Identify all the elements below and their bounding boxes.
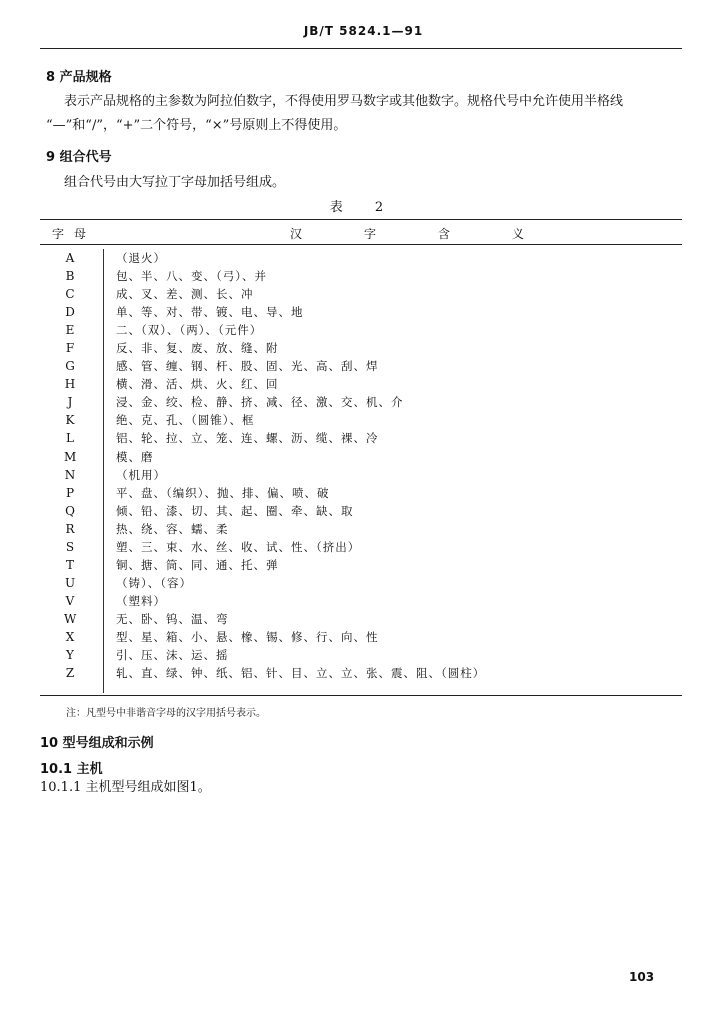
table-row <box>40 646 682 664</box>
row-letter: P <box>65 485 75 500</box>
table-body <box>40 249 682 682</box>
table-row <box>40 267 682 285</box>
table-row <box>40 574 682 592</box>
row-meaning: 单、等、对、带、镀、电、导、地 <box>116 305 304 320</box>
table-row <box>40 664 682 682</box>
header-rule <box>40 48 682 49</box>
row-meaning: 二、（双）、（两）、（元件） <box>116 323 263 338</box>
table-row <box>40 520 682 538</box>
section-10-heading: 10 型号组成和示例 <box>40 736 154 751</box>
row-letter: Z <box>65 666 75 681</box>
row-letter: U <box>64 575 76 590</box>
row-letter: F <box>65 341 75 356</box>
table-top-rule <box>40 219 682 220</box>
table-row <box>40 321 682 339</box>
table-row <box>40 538 682 556</box>
row-meaning: 浸、金、绞、检、静、挤、减、径、激、交、机、介 <box>116 395 404 410</box>
row-meaning: 倾、铅、漆、切、其、起、圈、牵、缺、取 <box>116 503 354 518</box>
row-meaning: 铜、搪、筒、同、通、托、弹 <box>116 557 279 572</box>
table-header-rule <box>40 244 682 245</box>
row-meaning: （塑料） <box>116 593 166 608</box>
row-letter: T <box>65 557 74 572</box>
row-meaning: 轧、直、绿、钟、纸、铝、针、目、立、立、张、震、阻、（圆柱） <box>116 666 486 681</box>
section-9-text: 组合代号由大写拉丁字母加括号组成。 <box>64 175 286 190</box>
table-row <box>40 628 682 646</box>
table-row <box>40 411 682 429</box>
section-8-text-line2: “—”和“/”，“+”二个符号，“×”号原则上不得使用。 <box>46 118 347 133</box>
table-row <box>40 357 682 375</box>
row-meaning: 塑、三、束、水、丝、收、试、性、（挤出） <box>116 539 361 554</box>
row-meaning: 热、绕、容、蠕、柔 <box>116 521 229 536</box>
row-letter: B <box>65 269 75 284</box>
section-8-text-line1: 表示产品规格的主参数为阿拉伯数字，不得使用罗马数字或其他数字。规格代号中允许使用半格线 <box>64 94 624 109</box>
row-letter: X <box>65 629 75 644</box>
row-letter: W <box>64 611 77 626</box>
row-letter: V <box>65 593 75 608</box>
row-meaning: （机用） <box>116 467 166 482</box>
table-bottom-rule <box>40 695 682 696</box>
row-meaning: 包、半、八、变、（弓）、并 <box>116 269 267 284</box>
table-row <box>40 375 682 393</box>
row-meaning: 铝、轮、拉、立、笼、连、螺、沥、缆、裸、冷 <box>116 431 379 446</box>
table-row <box>40 502 682 520</box>
row-meaning: 成、叉、差、测、长、冲 <box>116 287 254 302</box>
row-letter: D <box>65 305 75 320</box>
row-meaning: 无、卧、钨、温、弯 <box>116 611 229 626</box>
row-meaning: 平、盘、（编织）、抛、排、偏、喷、破 <box>116 485 330 500</box>
section-10-1-1-text: 10.1.1 主机型号组成如图1。 <box>40 780 211 795</box>
row-letter: A <box>65 251 75 265</box>
section-10-1-heading: 10.1 主机 <box>40 762 103 777</box>
row-letter: G <box>65 359 75 374</box>
standard-code-header: JB/T 5824.1—91 <box>303 24 424 38</box>
table-row <box>40 429 682 447</box>
table-row <box>40 592 682 610</box>
section-8-heading: 8 产品规格 <box>46 70 112 85</box>
table-header-letter: 字母 <box>52 227 97 241</box>
row-meaning: 感、管、缠、钢、杆、股、固、光、高、刮、焊 <box>116 359 379 374</box>
row-letter: M <box>64 449 77 464</box>
row-meaning: 引、压、沫、运、摇 <box>116 648 229 663</box>
table-row <box>40 610 682 628</box>
table-row <box>40 556 682 574</box>
row-letter: R <box>65 521 75 536</box>
table-caption: 表 2 <box>329 200 398 215</box>
table-row <box>40 393 682 411</box>
row-letter: Q <box>65 503 75 518</box>
table-row <box>40 249 682 267</box>
row-letter: C <box>65 287 75 302</box>
table-row <box>40 303 682 321</box>
table-header-meaning: 汉字含义 <box>290 227 587 241</box>
row-meaning: 型、星、箱、小、悬、橡、锡、修、行、向、性 <box>116 629 379 644</box>
table-row <box>40 339 682 357</box>
row-meaning: 模、磨 <box>116 449 154 464</box>
row-letter: H <box>64 377 76 392</box>
row-letter: S <box>65 539 75 554</box>
table-note: 注：凡型号中非谐音字母的汉字用括号表示。 <box>66 708 266 719</box>
table-row <box>40 466 682 484</box>
table-row <box>40 285 682 303</box>
row-meaning: （退火） <box>116 251 166 265</box>
section-9-heading: 9 组合代号 <box>46 150 112 165</box>
row-meaning: （铸）、（容） <box>116 575 192 590</box>
table-row <box>40 484 682 502</box>
row-letter: K <box>65 413 75 428</box>
row-letter: J <box>67 395 73 410</box>
row-meaning: 横、滑、活、烘、火、红、回 <box>116 377 279 392</box>
row-letter: N <box>64 467 76 482</box>
row-letter: E <box>65 323 75 338</box>
row-letter: Y <box>66 648 74 663</box>
row-letter: L <box>66 431 74 446</box>
row-meaning: 反、非、复、废、放、缝、附 <box>116 341 279 356</box>
page-number: 103 <box>629 970 655 984</box>
row-meaning: 绝、克、孔、（圆锥）、框 <box>116 413 255 428</box>
table-row <box>40 448 682 466</box>
